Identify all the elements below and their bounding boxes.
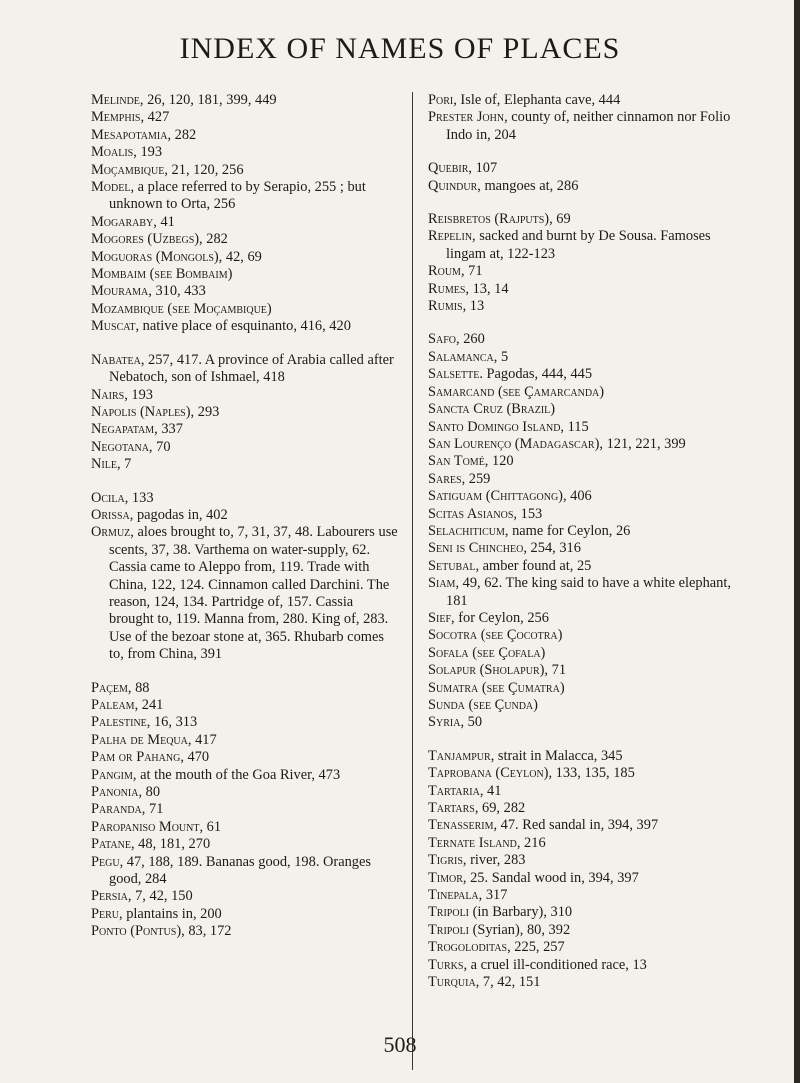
entry-headword: Paranda	[91, 801, 142, 818]
index-entry	[428, 697, 753, 714]
entry-headword: Rumis	[428, 298, 463, 315]
index-entry	[428, 263, 753, 280]
entry-headword: Mogaraby	[91, 213, 154, 230]
entry-references: , 69	[549, 211, 571, 228]
entry-references: , aloes brought to, 7, 31, 37, 48. Labourers use scents, 37, 38. Varthema on water-supply, 62. Cassia came to Aleppo from, 119. Trade with China, 122, 124. Cinnamon called Darchini. The reason, 124, 134. Partridge of, 157. Cassia brought to, 119. Manna from, 280. King of, 283. Use of the bezoar stone at, 365. Rhubarb comes to, from China, 391	[109, 524, 398, 663]
entry-headword: Tinepala	[428, 887, 479, 904]
entry-headword: Tartaria	[428, 782, 480, 799]
index-entry	[428, 783, 753, 800]
index-entry	[428, 401, 753, 418]
entry-references: , 470	[180, 749, 210, 766]
entry-headword: Moalis	[91, 144, 134, 161]
entry-headword: Tigris	[428, 852, 463, 869]
page-title: INDEX OF NAMES OF PLACES	[179, 32, 621, 65]
entry-headword: Persia	[91, 888, 128, 905]
entry-headword: Negotana	[91, 438, 149, 455]
index-entry	[428, 765, 753, 782]
entry-headword: Tartars	[428, 800, 475, 817]
index-entry	[91, 714, 398, 731]
entry-headword: Mogores (Uzbegs)	[91, 231, 200, 248]
index-entry	[428, 939, 753, 956]
entry-headword: Tripoli	[428, 921, 470, 938]
index-entry	[428, 974, 753, 991]
entry-references: , 254, 316	[523, 540, 581, 557]
entry-headword: Memphis	[91, 109, 141, 126]
entry-references: , 115	[560, 418, 589, 435]
entry-headword: Syria	[428, 714, 461, 731]
entry-references: , 26, 120, 181, 399, 449	[139, 92, 277, 108]
index-entry	[91, 127, 398, 144]
entry-references: , plantains in, 200	[119, 905, 222, 922]
entry-references: , 257, 417. A province of Arabia called after Nebatoch, son of Ishmael, 418	[109, 351, 394, 386]
index-entry	[91, 387, 398, 404]
entry-references: , 88	[127, 679, 150, 696]
index-entry	[91, 249, 398, 266]
entry-references: , 5	[493, 348, 509, 365]
entry-references: , 120	[484, 453, 514, 470]
entry-references: , sacked and burnt by De Sousa. Famoses lingam at, 122-123	[446, 228, 711, 262]
index-entry	[428, 488, 753, 505]
index-entry	[91, 906, 398, 923]
entry-references: , 21, 120, 256	[164, 161, 244, 178]
entry-headword: Napolis (Naples)	[91, 403, 191, 420]
index-entry	[91, 836, 398, 853]
entry-headword: Mourama	[91, 283, 149, 300]
index-entry	[91, 507, 398, 524]
entry-references: , 41	[153, 213, 175, 230]
entry-references: , 47. Red sandal in, 394, 397	[493, 817, 659, 834]
entry-references: , 25. Sandal wood in, 394, 397	[462, 869, 639, 886]
entry-headword: Sofala (see Çofala)	[428, 644, 546, 661]
entry-references: , 427	[140, 109, 170, 126]
index-entry	[428, 957, 753, 974]
entry-headword: Muscat	[91, 318, 136, 335]
index-entry	[91, 854, 398, 889]
entry-headword: Peru	[91, 905, 120, 922]
entry-headword: Taprobana (Ceylon)	[428, 765, 549, 782]
entry-headword: Salsette	[428, 366, 480, 383]
entry-references: , strait in Malacca, 345	[490, 747, 623, 764]
index-entry	[428, 384, 753, 401]
entry-references: , 48, 181, 270	[130, 836, 211, 853]
entry-references: , 153	[513, 505, 543, 522]
entry-headword: Nairs	[91, 386, 125, 403]
index-entry	[428, 178, 753, 195]
entry-references: , 7, 42, 151	[475, 974, 541, 991]
index-entry	[428, 366, 753, 383]
entry-headword: Ternate Island	[428, 834, 517, 851]
index-entry	[428, 627, 753, 644]
index-entry	[428, 523, 753, 540]
index-entry	[428, 645, 753, 662]
entry-references: , 310, 433	[148, 283, 206, 300]
entry-references: , 193	[133, 144, 163, 161]
index-entry	[428, 714, 753, 731]
entry-headword: Tanjampur	[428, 747, 491, 764]
index-entry	[428, 349, 753, 366]
entry-headword: Samarcand (see Çamarcanda)	[428, 383, 605, 400]
entry-headword: Scitas Asianos	[428, 505, 514, 522]
entry-headword: Sumatra (see Çumatra)	[428, 679, 565, 696]
entry-references: , 41	[479, 782, 502, 799]
entry-references: , 71	[544, 662, 567, 679]
index-entry	[428, 887, 753, 904]
index-entry	[428, 211, 753, 228]
entry-headword: Reisbretos (Rajputs)	[428, 211, 550, 228]
entry-references: , 133	[124, 489, 154, 506]
index-entry	[428, 922, 753, 939]
entry-headword: San Tomé	[428, 453, 485, 470]
index-entry	[428, 852, 753, 869]
index-entry	[91, 888, 398, 905]
entry-headword: Trogoloditas	[428, 939, 508, 956]
index-entry	[91, 162, 398, 179]
entry-references: , 406	[562, 488, 592, 505]
entry-references: , mangoes at, 286	[477, 177, 579, 194]
index-entry	[91, 456, 398, 473]
index-entry	[428, 870, 753, 887]
entry-headword: Palestine	[91, 714, 147, 731]
entry-headword: Ormuz	[91, 524, 131, 541]
entry-headword: Turks	[428, 956, 464, 973]
entry-references: , 317	[478, 887, 508, 904]
entry-headword: Salamanca	[428, 348, 494, 365]
entry-headword: Seni is Chincheo	[428, 540, 524, 557]
entry-references: , 50	[460, 714, 483, 731]
entry-headword: Siam	[428, 575, 456, 592]
entry-references: . Pagodas, 444, 445	[479, 366, 593, 383]
entry-references: , for Ceylon, 256	[451, 609, 549, 626]
entry-headword: Ponto (Pontus)	[91, 923, 182, 940]
index-entry	[91, 266, 398, 283]
index-entry	[91, 819, 398, 836]
index-entry	[91, 318, 398, 335]
index-entry	[428, 800, 753, 817]
entry-references: , 293	[190, 403, 220, 420]
index-entry	[428, 575, 753, 610]
entry-headword: Paleam	[91, 697, 135, 713]
entry-headword: Pori	[428, 92, 454, 108]
entry-headword: Pangim	[91, 766, 133, 783]
entry-references: , 193	[124, 386, 153, 403]
entry-references: , 13, 14	[465, 280, 509, 297]
entry-headword: Mombaim (see Bombaim)	[91, 266, 233, 283]
entry-headword: Paropaniso Mount	[91, 818, 200, 835]
entry-headword: Nabatea	[91, 351, 141, 368]
index-entry	[428, 281, 753, 298]
entry-references: , a place referred to by Serapio, 255 ; but unknown to Orta, 256	[109, 179, 366, 213]
index-entry	[91, 352, 398, 387]
page-edge-shadow	[794, 0, 800, 1083]
entry-references: (in Barbary), 310	[469, 904, 573, 921]
index-entry	[91, 404, 398, 421]
index-entry	[428, 610, 753, 627]
entry-references: , 282	[167, 126, 197, 143]
index-entry	[91, 784, 398, 801]
entry-references: , 69, 282	[474, 800, 526, 817]
entry-references: , Isle of, Elephanta cave, 444	[453, 92, 621, 108]
entry-headword: Repelin	[428, 228, 473, 245]
index-entry	[91, 697, 398, 714]
index-entry	[428, 298, 753, 315]
index-entry	[428, 748, 753, 765]
index-entry	[428, 92, 753, 109]
entry-headword: Palha de Mequa	[91, 731, 188, 748]
entry-references: , 7, 42, 150	[127, 888, 193, 905]
entry-references: , 337	[154, 421, 183, 438]
entry-references: , 216	[516, 834, 546, 851]
index-entry	[91, 923, 398, 940]
entry-headword: Prester John	[428, 109, 505, 126]
index-entry	[91, 231, 398, 248]
entry-references: , 71	[141, 801, 164, 818]
index-entry	[428, 835, 753, 852]
entry-references: , 16, 313	[146, 714, 198, 731]
entry-headword: Model	[91, 179, 131, 196]
entry-references: , 107	[468, 160, 498, 177]
index-entry	[91, 109, 398, 126]
entry-headword: Sancta Cruz (Brazil)	[428, 401, 556, 418]
entry-headword: Nile	[91, 456, 117, 473]
index-entry	[91, 283, 398, 300]
index-entry	[91, 749, 398, 766]
entry-headword: Santo Domingo Island	[428, 418, 561, 435]
entry-headword: Tripoli	[428, 904, 470, 921]
index-entry	[428, 506, 753, 523]
entry-headword: Pam or Pahang	[91, 749, 181, 766]
entry-references: , name for Ceylon, 26	[504, 522, 631, 539]
entry-references: , native place of esquinanto, 416, 420	[135, 318, 351, 335]
entry-headword: Sunda (see Çunda)	[428, 697, 538, 713]
entry-references: , 133, 135, 185	[548, 765, 635, 782]
entry-references: , 417	[187, 731, 217, 748]
entry-references: , 61	[199, 818, 222, 835]
index-entry	[91, 767, 398, 784]
index-entry	[428, 331, 753, 348]
index-entry	[91, 732, 398, 749]
index-entry	[91, 680, 398, 697]
entry-headword: Melinde	[91, 92, 140, 108]
index-entry	[428, 540, 753, 557]
entry-references: (Syrian), 80, 392	[469, 921, 571, 938]
index-entry	[428, 662, 753, 679]
index-entry	[428, 817, 753, 834]
index-entry	[91, 490, 398, 507]
entry-headword: Patane	[91, 836, 131, 853]
index-entry	[91, 524, 398, 663]
entry-headword: Setubal	[428, 557, 476, 574]
entry-headword: Selachiticum	[428, 522, 505, 539]
entry-headword: San Lourenço (Madagascar)	[428, 435, 600, 452]
index-column-right	[428, 92, 753, 992]
entry-headword: Orissa	[91, 506, 130, 523]
entry-references: , 7	[116, 456, 132, 473]
index-entry	[91, 421, 398, 438]
index-entry	[91, 214, 398, 231]
entry-headword: Safo	[428, 331, 457, 348]
entry-headword: Quebir	[428, 160, 469, 177]
entry-references: , pagodas in, 402	[129, 506, 228, 523]
index-entry	[428, 419, 753, 436]
index-entry	[91, 144, 398, 161]
entry-headword: Socotra (see Çocotra)	[428, 627, 563, 644]
entry-references: , 241	[134, 697, 164, 713]
entry-headword: Rumes	[428, 280, 466, 297]
entry-references: , 42, 69	[218, 248, 262, 265]
entry-headword: Ocila	[91, 489, 125, 506]
entry-references: , 260	[456, 331, 485, 348]
index-entry	[91, 801, 398, 818]
entry-headword: Satiguam (Chittagong)	[428, 488, 563, 505]
entry-headword: Panonia	[91, 784, 139, 801]
entry-references: , river, 283	[462, 852, 526, 869]
index-entry	[91, 92, 398, 109]
index-entry	[428, 453, 753, 470]
index-entry	[91, 439, 398, 456]
entry-headword: Tenasserim	[428, 817, 494, 834]
entry-references: , 282	[199, 231, 228, 248]
entry-headword: Turquia	[428, 974, 476, 991]
index-entry	[428, 471, 753, 488]
index-entry	[91, 179, 398, 214]
entry-headword: Moguoras (Mongols)	[91, 248, 219, 265]
index-entry	[428, 436, 753, 453]
index-entry	[428, 228, 753, 263]
entry-references: , 83, 172	[181, 923, 232, 940]
entry-headword: Mozambique (see Moçambique)	[91, 300, 272, 317]
index-entry	[428, 558, 753, 575]
entry-headword: Paçem	[91, 679, 128, 696]
index-entry	[91, 301, 398, 318]
entry-references: , 49, 62. The king said to have a white elephant, 181	[446, 575, 731, 609]
column-divider	[412, 92, 413, 1070]
entry-references: , 121, 221, 399	[599, 435, 686, 452]
entry-references: , 80	[138, 784, 161, 801]
entry-headword: Mesapotamia	[91, 126, 168, 143]
entry-references: , 47, 188, 189. Bananas good, 198. Oranges good, 284	[109, 853, 371, 888]
page-number: 508	[383, 1032, 417, 1057]
entry-headword: Roum	[428, 263, 461, 280]
entry-references: , 13	[462, 298, 485, 315]
entry-headword: Negapatam	[91, 421, 155, 438]
entry-references: , 225, 257	[507, 939, 565, 956]
index-entry	[428, 160, 753, 177]
entry-headword: Pegu	[91, 853, 120, 870]
entry-references: , 259	[461, 470, 491, 487]
entry-headword: Sares	[428, 470, 462, 487]
entry-references: , county of, neither cinnamon nor Folio Indo in, 204	[446, 109, 731, 143]
index-entry	[428, 109, 753, 144]
entry-references: , 70	[148, 438, 171, 455]
entry-references: , amber found at, 25	[475, 557, 592, 574]
index-entry	[428, 904, 753, 921]
entry-headword: Moçambique	[91, 161, 165, 178]
entry-headword: Solapur (Sholapur)	[428, 662, 545, 679]
entry-headword: Quindur	[428, 177, 478, 194]
entry-references: , 71	[460, 263, 483, 280]
entry-headword: Timor	[428, 869, 463, 886]
entry-references: , at the mouth of the Goa River, 473	[132, 766, 341, 783]
index-column-left	[91, 92, 398, 941]
index-entry	[428, 680, 753, 697]
entry-headword: Sief	[428, 609, 452, 626]
entry-references: , a cruel ill-conditioned race, 13	[463, 956, 647, 973]
